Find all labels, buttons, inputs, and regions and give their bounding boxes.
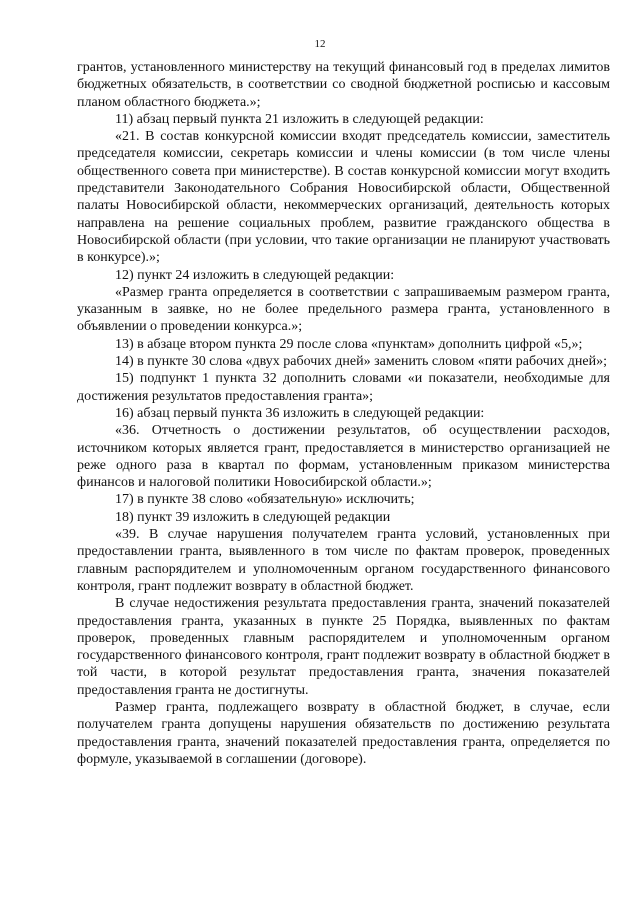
paragraph-item-17: 17) в пункте 38 слово «обязательную» исключить; (115, 492, 415, 508)
page-number: 12 (314, 38, 326, 50)
paragraph-item-12: 12) пункт 24 изложить в следующей редакции: (115, 267, 395, 283)
paragraph-item-16: 16) абзац первый пункта 36 изложить в следующей редакции: (115, 405, 485, 421)
paragraph-continuation: грантов, установленного министерству на текущий финансовый год в пределах лимитов бюджетных обязательств, в соответствии со сводной бюджетной росписью и кассовым планом областного бюджета.»; (77, 60, 610, 110)
paragraph-item-15: 15) подпункт 1 пункта 32 дополнить словами «и показатели, необходимые для достижения результатов предоставления гранта»; (77, 371, 610, 404)
document-body (77, 59, 610, 768)
paragraph-clause-39-part-2: В случае недостижения результата предоставления гранта, значений показателей предоставления гранта, указанных в пункте 25 Порядка, выявленных по фактам проверок, проведенных главным распорядителем и уполномоченным органом государственного финансового контроля, грант подлежит возврату в областной бюджет в той части, в которой результат предоставления гранта, значения показателей предоставления гранта не достигнуты. (77, 596, 610, 698)
paragraph-clause-21: «21. В состав конкурсной комиссии входят председатель комиссии, заместитель председателя комиссии, секретарь комиссии и члены комиссии (в том числе члены общественного совета при министерстве). В состав конкурсной комиссии могут входить представители Законодательного Собрания Новосибирской области, Общественной палаты Новосибирской области, некоммерческих организаций, деятельность которых направлена на решение социальных проблем, развитие гражданского общества в Новосибирской области (при условии, что такие организации не планируют участвовать в конкурсе).»; (77, 129, 610, 266)
paragraph-clause-24: «Размер гранта определяется в соответствии с запрашиваемым размером гранта, указанным в заявке, но не более предельного размера гранта, установленного в объявлении о проведении конкурса.»; (77, 284, 610, 335)
paragraph-item-14: 14) в пункте 30 слова «двух рабочих дней» заменить словом «пяти рабочих дней»; (115, 354, 608, 370)
paragraph-item-11: 11) абзац первый пункта 21 изложить в следующей редакции: (115, 111, 484, 127)
paragraph-item-18: 18) пункт 39 изложить в следующей редакции (115, 509, 391, 525)
paragraph-clause-36: «36. Отчетность о достижении результатов, об осуществлении расходов, источником которых является грант, предоставляется в министерство организацией не реже одного раза в квартал по формам, установленным приказом министерства финансов и налоговой политики Новосибирской области.»; (77, 423, 610, 491)
paragraph-item-13: 13) в абзаце втором пункта 29 после слова «пунктам» дополнить цифрой «5,»; (115, 336, 583, 352)
paragraph-clause-39: «39. В случае нарушения получателем гранта условий, установленных при предоставлении гранта, выявленного в том числе по фактам проверок, проведенных главным распорядителем и уполномоченным органом государственного финансового контроля, грант подлежит возврату в областной бюджет. (77, 527, 610, 594)
paragraph-clause-39-part-3: Размер гранта, подлежащего возврату в областной бюджет, в случае, если получателем гранта допущены нарушения обязательств по достижению результата предоставления гранта, значений показателей предоставления гранта, определяется по формуле, указываемой в соглашении (договоре). (77, 699, 610, 767)
